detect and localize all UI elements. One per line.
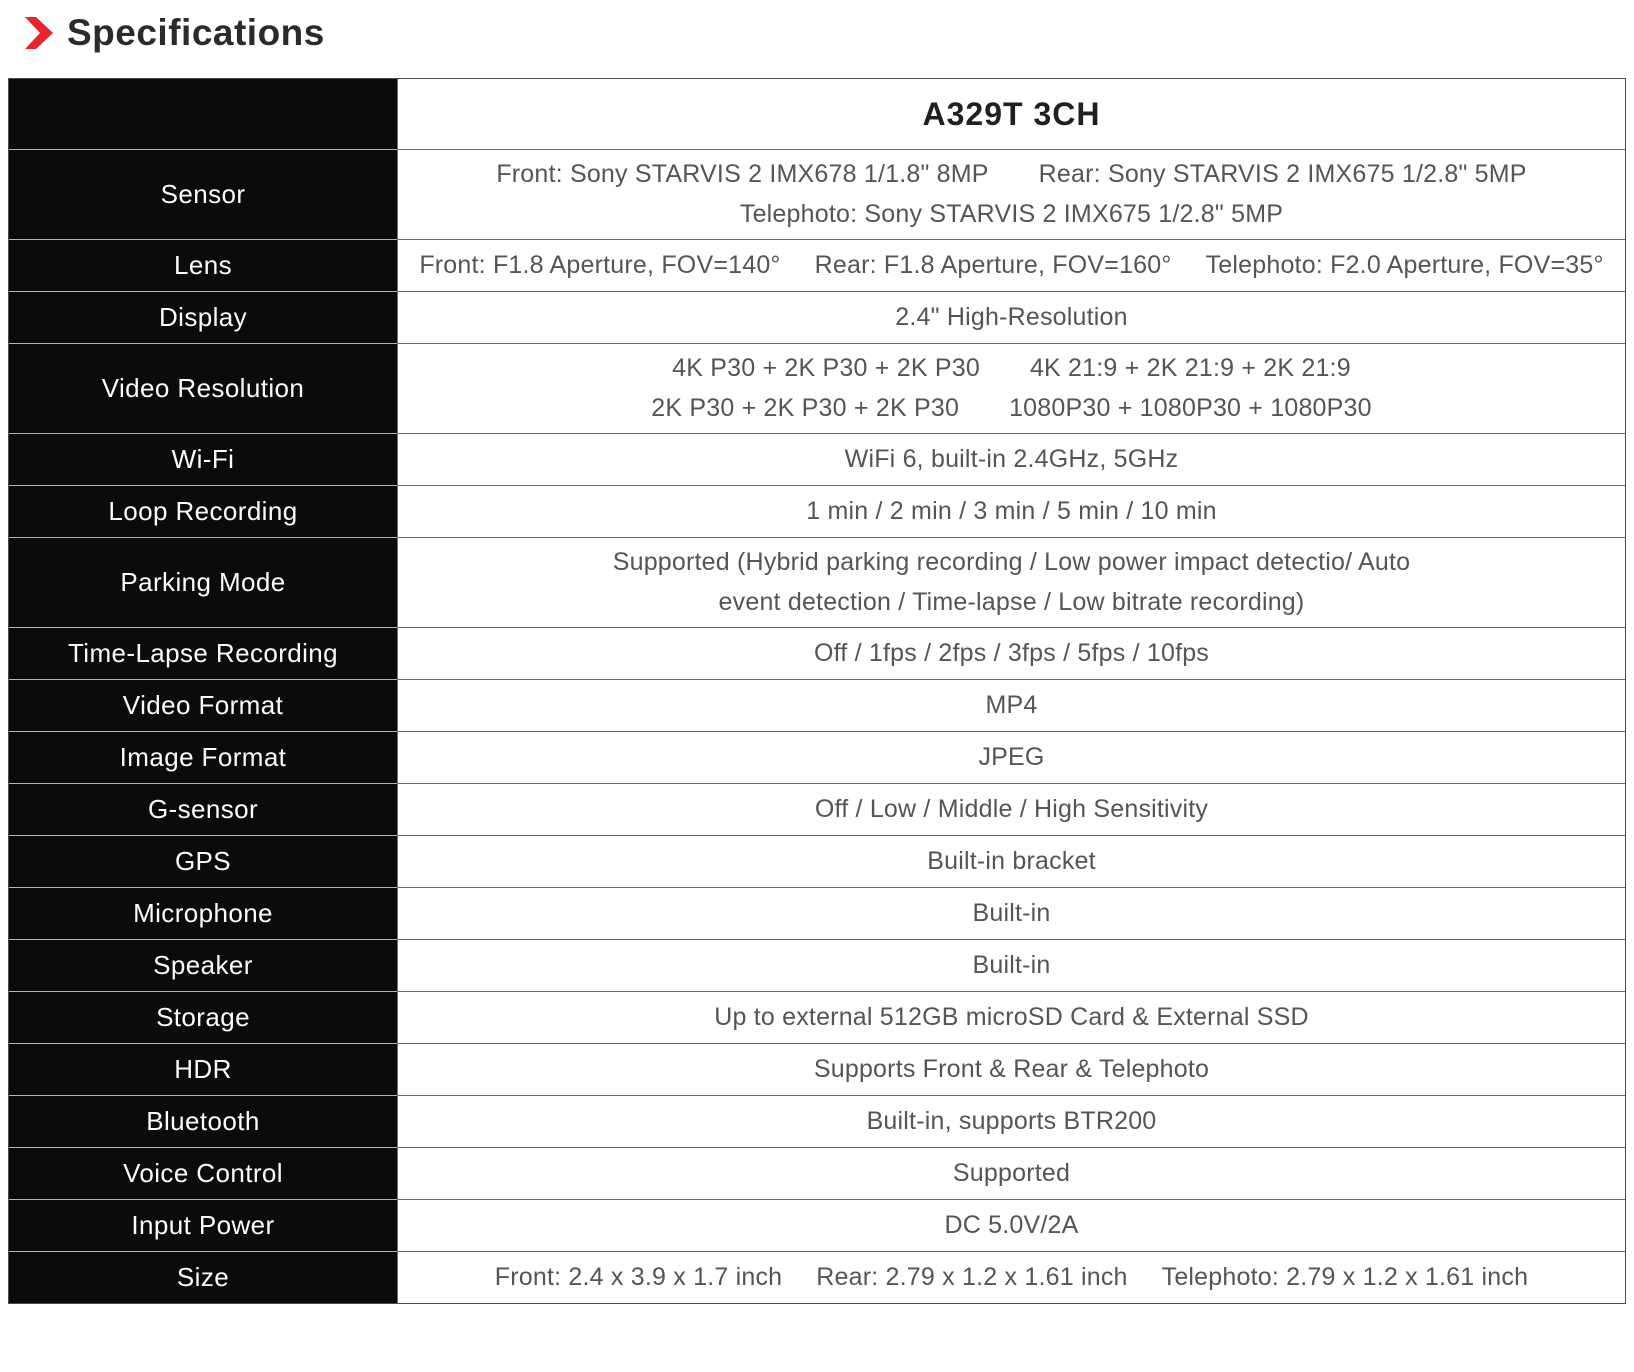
value-line xyxy=(496,158,1526,191)
value-line xyxy=(714,1001,1309,1034)
row-value xyxy=(397,887,1625,939)
table-row xyxy=(9,1199,1625,1251)
header-label-cell xyxy=(9,79,397,149)
table-row xyxy=(9,939,1625,991)
table-row xyxy=(9,1251,1625,1303)
row-value xyxy=(397,149,1625,239)
row-value xyxy=(397,731,1625,783)
value-segment: Front: 2.4 x 3.9 x 1.7 inch xyxy=(494,1263,783,1291)
spec-rows xyxy=(9,149,1625,1303)
row-value xyxy=(397,1251,1625,1303)
value-segment: 2.4" High-Resolution xyxy=(895,303,1128,331)
row-value xyxy=(397,343,1625,433)
row-label: Input Power xyxy=(9,1199,397,1251)
value-segment: Front: F1.8 Aperture, FOV=140° xyxy=(419,251,781,279)
row-value xyxy=(397,291,1625,343)
value-segment: Built-in, supports BTR200 xyxy=(866,1107,1157,1135)
value-line xyxy=(972,897,1050,930)
spec-table xyxy=(8,78,1626,1304)
page-header xyxy=(0,0,1634,70)
row-label: Bluetooth xyxy=(9,1095,397,1147)
table-row xyxy=(9,485,1625,537)
value-segment: 2K P30 + 2K P30 + 2K P30 xyxy=(651,394,960,422)
value-line xyxy=(815,793,1208,826)
row-label: Image Format xyxy=(9,731,397,783)
row-value xyxy=(397,679,1625,731)
value-line xyxy=(814,637,1209,670)
value-line xyxy=(672,352,1351,385)
value-segment: Telephoto: F2.0 Aperture, FOV=35° xyxy=(1205,251,1604,279)
value-line xyxy=(895,301,1127,334)
table-row xyxy=(9,537,1625,627)
value-line xyxy=(953,1157,1070,1190)
value-line xyxy=(927,845,1096,878)
row-label: Video Format xyxy=(9,679,397,731)
table-row xyxy=(9,1043,1625,1095)
row-value xyxy=(397,485,1625,537)
product-name: A329T 3CH xyxy=(397,79,1625,149)
row-label: Sensor xyxy=(9,149,397,239)
table-header-row xyxy=(9,79,1625,149)
value-line xyxy=(972,949,1050,982)
value-segment: 4K P30 + 2K P30 + 2K P30 xyxy=(672,354,980,382)
value-line xyxy=(814,1053,1209,1086)
value-segment: Off / Low / Middle / High Sensitivity xyxy=(814,795,1209,823)
row-value xyxy=(397,1095,1625,1147)
value-segment: Rear: F1.8 Aperture, FOV=160° xyxy=(814,251,1172,279)
value-line xyxy=(740,198,1283,231)
row-label: Time-Lapse Recording xyxy=(9,627,397,679)
table-row xyxy=(9,627,1625,679)
row-value xyxy=(397,1199,1625,1251)
value-segment: Rear: 2.79 x 1.2 x 1.61 inch xyxy=(816,1263,1128,1291)
table-row xyxy=(9,1095,1625,1147)
table-row xyxy=(9,679,1625,731)
value-line xyxy=(867,1105,1157,1138)
value-segment: DC 5.0V/2A xyxy=(944,1211,1079,1239)
page-title: Specifications xyxy=(67,12,325,53)
table-row xyxy=(9,149,1625,239)
row-label: HDR xyxy=(9,1043,397,1095)
table-row xyxy=(9,343,1625,433)
row-value xyxy=(397,991,1625,1043)
value-segment: Supported (Hybrid parking recording / Low power impact detectio/ Auto xyxy=(612,548,1411,576)
value-segment: Built-in xyxy=(972,951,1051,979)
row-value xyxy=(397,537,1625,627)
row-label: Display xyxy=(9,291,397,343)
value-line xyxy=(651,392,1372,425)
table-row xyxy=(9,783,1625,835)
value-line xyxy=(719,586,1305,619)
row-label: Voice Control xyxy=(9,1147,397,1199)
row-value xyxy=(397,627,1625,679)
value-segment: MP4 xyxy=(985,691,1038,719)
table-row xyxy=(9,239,1625,291)
value-line xyxy=(944,1209,1078,1242)
value-segment: Rear: Sony STARVIS 2 IMX675 1/2.8" 5MP xyxy=(1038,160,1527,188)
value-line xyxy=(419,249,1603,282)
value-segment: event detection / Time-lapse / Low bitrate recording) xyxy=(718,588,1305,616)
value-segment: 1080P30 + 1080P30 + 1080P30 xyxy=(1009,394,1372,422)
value-line xyxy=(978,741,1044,774)
value-segment: 4K 21:9 + 2K 21:9 + 2K 21:9 xyxy=(1029,354,1351,382)
row-label: Loop Recording xyxy=(9,485,397,537)
row-value xyxy=(397,1043,1625,1095)
value-segment: Front: Sony STARVIS 2 IMX678 1/1.8" 8MP xyxy=(496,160,989,188)
row-value xyxy=(397,1147,1625,1199)
row-value xyxy=(397,939,1625,991)
value-line xyxy=(495,1261,1528,1294)
row-label: Speaker xyxy=(9,939,397,991)
table-row xyxy=(9,291,1625,343)
value-segment: Built-in xyxy=(972,899,1051,927)
value-segment: Up to external 512GB microSD Card & External SSD xyxy=(714,1003,1309,1031)
row-value xyxy=(397,239,1625,291)
value-segment: Supports Front & Rear & Telephoto xyxy=(813,1055,1210,1083)
row-label: Wi-Fi xyxy=(9,433,397,485)
row-value xyxy=(397,835,1625,887)
table-row xyxy=(9,1147,1625,1199)
row-value xyxy=(397,783,1625,835)
value-segment: 1 min / 2 min / 3 min / 5 min / 10 min xyxy=(806,497,1217,525)
value-segment: Telephoto: Sony STARVIS 2 IMX675 1/2.8" 5MP xyxy=(739,200,1284,228)
table-row xyxy=(9,731,1625,783)
value-line xyxy=(985,689,1037,722)
table-row xyxy=(9,433,1625,485)
value-line xyxy=(806,495,1217,528)
table-row xyxy=(9,835,1625,887)
row-label: Microphone xyxy=(9,887,397,939)
value-segment: Supported xyxy=(952,1159,1071,1187)
row-label: Lens xyxy=(9,239,397,291)
row-value xyxy=(397,433,1625,485)
row-label: Storage xyxy=(9,991,397,1043)
value-segment: Telephoto: 2.79 x 1.2 x 1.61 inch xyxy=(1161,1263,1529,1291)
value-segment: Off / 1fps / 2fps / 3fps / 5fps / 10fps xyxy=(813,639,1210,667)
value-segment: JPEG xyxy=(978,743,1045,771)
row-label: G-sensor xyxy=(9,783,397,835)
row-label: Size xyxy=(9,1251,397,1303)
value-segment: Built-in bracket xyxy=(927,847,1096,875)
row-label: Video Resolution xyxy=(9,343,397,433)
row-label: Parking Mode xyxy=(9,537,397,627)
chevron-right-icon xyxy=(24,16,54,50)
value-segment: WiFi 6, built-in 2.4GHz, 5GHz xyxy=(844,445,1179,473)
table-row xyxy=(9,887,1625,939)
value-line xyxy=(845,443,1179,476)
row-label: GPS xyxy=(9,835,397,887)
value-line xyxy=(613,546,1411,579)
table-row xyxy=(9,991,1625,1043)
